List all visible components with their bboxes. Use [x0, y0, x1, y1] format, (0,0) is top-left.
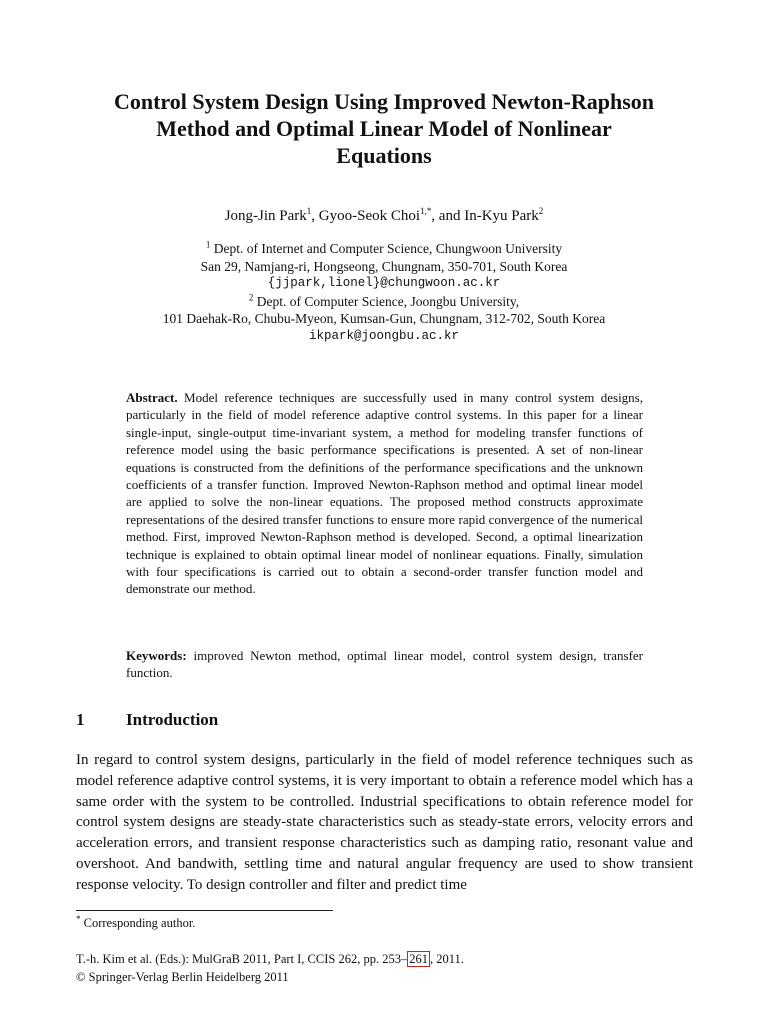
- footnote-divider: [76, 910, 333, 911]
- affiliation-2-address: 101 Daehak-Ro, Chubu-Myeon, Kumsan-Gun, Chungnam, 312-702, South Korea: [162, 311, 606, 327]
- affiliation-2-email[interactable]: ikpark@joongbu.ac.kr: [308, 328, 460, 343]
- author-2-affil-mark: 1,*: [420, 206, 432, 216]
- keywords: [126, 647, 643, 682]
- author-3-affil-mark: 2: [538, 206, 544, 216]
- affiliation-1-email[interactable]: {jjpark,lionel}@chungwoon.ac.kr: [267, 276, 501, 291]
- citation-suffix: , 2011.: [429, 952, 464, 966]
- introduction-paragraph: In regard to control system designs, particularly in the field of model reference techniques such as model reference adaptive control systems, it is very important to obtain a reference model which has a same order with the system to be controlled. Industrial specifications to obtain reference model for control system designs are steady-state characteristics such as steady-state errors, velocity errors and acceleration errors, and transient response characteristics such as damping ratio, resonant value and overshoot. And bandwith, settling time and natural angular frequency are used to show transient response velocity. To design controller and filter and predict time: [76, 752, 693, 893]
- abstract-label: Abstract.: [126, 390, 178, 405]
- citation-line: [76, 950, 464, 968]
- author-1-affil-mark: 1: [306, 206, 312, 216]
- page-link[interactable]: 261: [409, 952, 428, 966]
- affiliation-1-name: Dept. of Internet and Computer Science, Chungwoon University: [210, 241, 563, 256]
- affiliation-2-name: Dept. of Computer Science, Joongbu University,: [253, 293, 520, 309]
- author-separator: ,: [311, 208, 319, 224]
- affiliation-1-mark: 1: [205, 239, 211, 250]
- affiliation-2-mark: 2: [248, 292, 254, 303]
- author-3: In-Kyu Park: [464, 208, 539, 224]
- footnote: [76, 913, 196, 931]
- affiliation-1-line-1: [60, 240, 708, 258]
- title-line-2: Method and Optimal Linear Model of Nonlinear: [156, 116, 612, 141]
- footnote-text: Corresponding author.: [80, 916, 196, 930]
- affiliations: [60, 240, 708, 346]
- section-heading: [76, 710, 218, 730]
- abstract: [126, 389, 643, 598]
- keywords-text: improved Newton method, optimal linear model, control system design, transfer function.: [126, 648, 643, 681]
- section-title: Introduction: [126, 710, 219, 729]
- title-line-1: Control System Design Using Improved Newton-Raphson: [113, 89, 655, 114]
- author-1: Jong-Jin Park: [224, 208, 307, 224]
- citation-prefix: T.-h. Kim et al. (Eds.): MulGraB 2011, Part I, CCIS 262, pp. 253–: [76, 952, 408, 966]
- author-list: [60, 206, 708, 226]
- title-line-3: Equations: [336, 143, 432, 168]
- footnote-mark: *: [76, 913, 81, 924]
- section-number: 1: [76, 710, 85, 729]
- copyright-line: © Springer-Verlag Berlin Heidelberg 2011: [76, 970, 289, 984]
- affiliation-2-line-1: [60, 293, 708, 311]
- citation-block: [76, 950, 464, 986]
- paper-title: [60, 88, 708, 169]
- abstract-text: Model reference techniques are successfully used in many control system designs, particularly in the field of model reference adaptive control systems. In this paper for a linear single-input, single-output time-invariant system, a method for modeling transfer functions of reference model using the basic performance specifications is presented. A set of non-linear equations is constructed from the definitions of the performance specifications and the unknown coefficients of a transfer function. Improved Newton-Raphson method and optimal linear model are applied to solve the non-linear equations. The proposed method constructs approximate representations of the desired transfer functions to ensure more rapid convergence of the numerical method. First, improved Newton-Raphson method is developed. Second, a optimal linearization technique is explained to obtain optimal linear model of nonlinear equations. Finally, simulation with four specifications is carried out to obtain a second-order transfer function model and demonstrate our method.: [126, 390, 643, 597]
- author-2: Gyoo-Seok Choi: [318, 208, 421, 224]
- author-separator: , and: [431, 208, 465, 224]
- keywords-label: Keywords:: [126, 648, 187, 663]
- affiliation-1-address: San 29, Namjang-ri, Hongseong, Chungnam, 350-701, South Korea: [200, 258, 568, 274]
